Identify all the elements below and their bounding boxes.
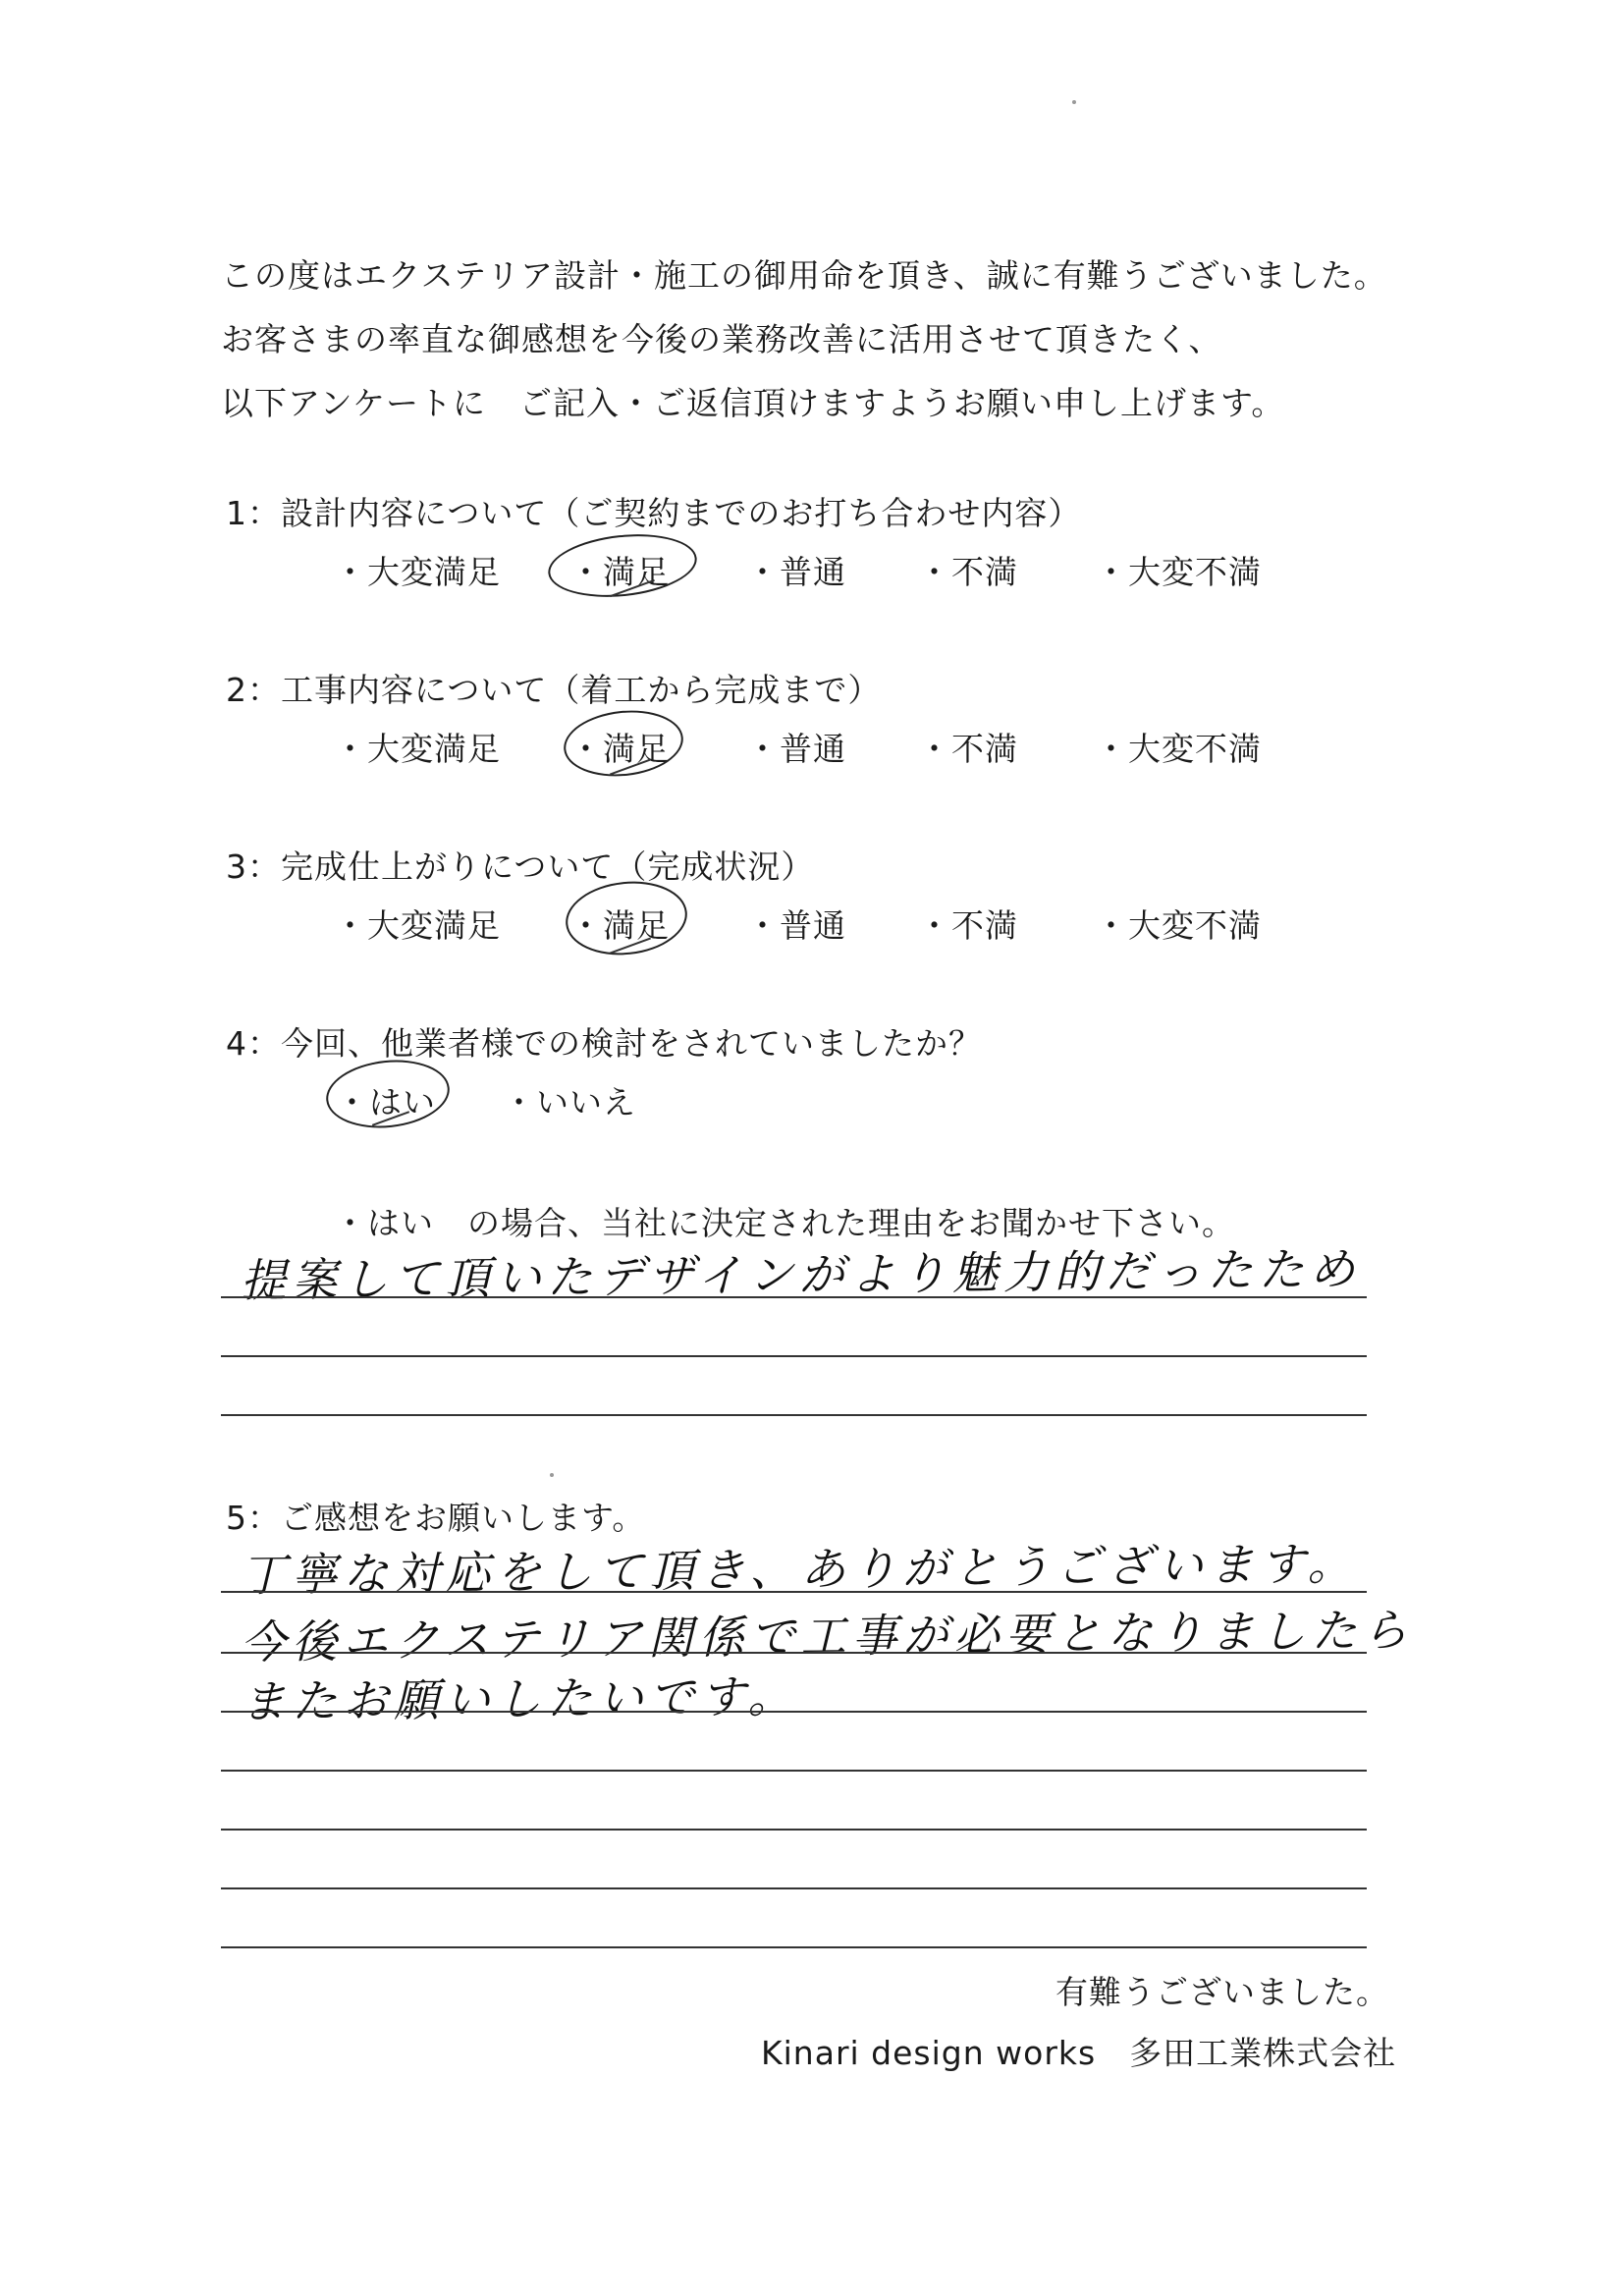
company-name: Kinari design works 多田工業株式会社 [761,2034,1397,2072]
impressions-answer-line-5 [221,1829,1367,1831]
impressions-answer-line-6 [221,1887,1367,1889]
q1-option-dissatisfied[interactable]: ・不満 [918,553,1018,591]
q1-option-very-dissatisfied[interactable]: ・大変不満 [1095,553,1262,591]
reason-handwritten-answer: 提案して頂いたデザインがより魅力的だったため [240,1242,1362,1307]
q4-option-no[interactable]: ・いいえ [503,1083,636,1121]
impressions-handwritten-line-3: またお願いしたいです。 [240,1669,799,1728]
intro-line-2: お客さまの率直な御感想を今後の業務改善に活用させて頂きたく、 [221,320,1222,358]
impressions-answer-line-1 [221,1591,1367,1593]
q3-option-very-dissatisfied[interactable]: ・大変不満 [1095,906,1262,945]
question-4-label: 4：今回、他業者様での検討をされていましたか？ [226,1024,982,1063]
question-2-label: 2：工事内容について（着工から完成まで） [226,671,882,709]
reason-answer-line-2 [221,1355,1367,1357]
scan-speck [550,1473,554,1477]
impressions-handwritten-line-1: 丁寧な対応をして頂き、ありがとうございます。 [240,1537,1359,1602]
impressions-answer-line-2 [221,1652,1367,1654]
q3-option-very-satisfied[interactable]: ・大変満足 [334,906,501,945]
q2-option-dissatisfied[interactable]: ・不満 [918,730,1018,768]
q4-option-yes[interactable]: ・はい [336,1083,436,1121]
q1-option-average[interactable]: ・普通 [746,553,846,591]
q3-option-average[interactable]: ・普通 [746,906,846,945]
q2-option-satisfied[interactable]: ・満足 [569,730,670,768]
impressions-answer-line-3 [221,1711,1367,1713]
q1-option-satisfied[interactable]: ・満足 [569,553,670,591]
question-3-label: 3：完成仕上がりについて（完成状況） [226,847,815,886]
q2-option-very-satisfied[interactable]: ・大変満足 [334,730,501,768]
intro-line-1: この度はエクステリア設計・施工の御用命を頂き、誠に有難うございました。 [221,256,1387,295]
reason-answer-line-3 [221,1414,1367,1416]
q3-option-dissatisfied[interactable]: ・不満 [918,906,1018,945]
reason-answer-line-1 [221,1296,1367,1298]
question-1-label: 1：設計内容について（ご契約までのお打ち合わせ内容） [226,494,1082,532]
impressions-handwritten-line-2: 今後エクステリア関係で工事が必要となりましたら [240,1603,1414,1669]
q2-option-very-dissatisfied[interactable]: ・大変不満 [1095,730,1262,768]
intro-line-3: 以下アンケートに ご記入・ご返信頂けますようお願い申し上げます。 [221,384,1285,422]
impressions-answer-line-7 [221,1946,1367,1948]
question-5-label: 5：ご感想をお願いします。 [226,1499,646,1537]
scan-speck [1072,100,1076,104]
q2-option-average[interactable]: ・普通 [746,730,846,768]
q1-option-very-satisfied[interactable]: ・大変満足 [334,553,501,591]
impressions-answer-line-4 [221,1770,1367,1772]
reason-prompt: ・はい の場合、当社に決定された理由をお聞かせ下さい。 [334,1204,1235,1242]
q3-option-satisfied[interactable]: ・満足 [569,906,670,945]
closing-thanks: 有難うございました。 [1055,1973,1389,2011]
